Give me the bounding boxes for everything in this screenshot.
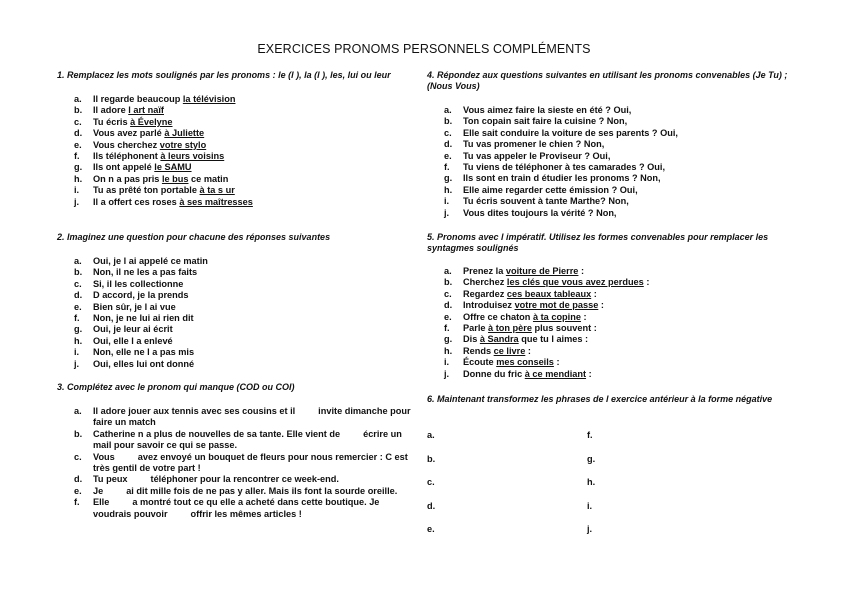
- item-text: [463, 357, 792, 368]
- item-text: Oui, elle l a enlevé: [93, 335, 173, 346]
- list-item: [427, 346, 792, 357]
- item-text-underlined: à Évelyne: [130, 116, 173, 127]
- item-letter: c.: [74, 451, 82, 462]
- item-text-post: :: [580, 311, 587, 322]
- item-letter: c.: [444, 288, 452, 299]
- list-item: [57, 452, 419, 475]
- item-letter: j.: [444, 207, 450, 218]
- item-letter: g.: [444, 173, 453, 184]
- list-item: [427, 323, 792, 334]
- item-letter: h.: [444, 184, 453, 195]
- list-item: [57, 94, 412, 105]
- item-letter: f.: [444, 162, 450, 173]
- item-text-underlined: voiture de Pierre: [505, 266, 579, 276]
- item-text-underlined: à ses maîtresses: [179, 196, 253, 207]
- item-text-underlined: à ta copine: [532, 311, 581, 322]
- exercise-1-title: 1. Remplacez les mots soulignés par les pronoms : le (l ), la (l ), les, lui ou leur: [57, 70, 391, 80]
- item-text: [463, 346, 792, 357]
- item-letter: b.: [74, 428, 83, 439]
- answer-letter: i.: [587, 500, 593, 511]
- item-text: Je ai dit mille fois de ne pas y aller. Mais ils font la sourde oreille.: [93, 485, 398, 496]
- list-item: [57, 128, 412, 139]
- item-letter: a.: [74, 94, 82, 104]
- list-item: [57, 279, 412, 290]
- item-text: Catherine n a plus de nouvelles de sa tante. Elle vient de écrire un mail pour savoir ce qui se passe.: [93, 428, 405, 451]
- list-item: [427, 162, 792, 173]
- item-letter: a.: [444, 266, 452, 276]
- item-text-pre: Parle: [463, 323, 489, 334]
- item-letter: d.: [74, 290, 83, 301]
- item-text: [463, 369, 792, 380]
- item-text-underlined: votre stylo: [159, 139, 207, 150]
- item-text: Oui, je leur ai écrit: [93, 324, 173, 335]
- answer-letter: a.: [427, 430, 435, 440]
- item-letter: d.: [74, 128, 83, 139]
- item-text-post: :: [586, 368, 592, 379]
- item-letter: d.: [74, 474, 83, 485]
- item-letter: i.: [74, 347, 80, 358]
- item-letter: i.: [444, 196, 450, 207]
- item-letter: d.: [444, 139, 453, 150]
- item-text-underlined: votre mot de passe: [514, 300, 599, 311]
- list-item: [427, 139, 792, 150]
- answer-letter: b.: [427, 453, 436, 464]
- list-item: [57, 359, 412, 370]
- list-item: [57, 197, 412, 208]
- item-text-post: :: [553, 357, 560, 368]
- item-letter: e.: [74, 139, 82, 150]
- item-letter: g.: [74, 162, 83, 173]
- item-letter: i.: [444, 357, 450, 368]
- list-item: [57, 406, 419, 429]
- list-item: [57, 347, 412, 358]
- list-item: [57, 290, 412, 301]
- item-letter: i.: [74, 185, 80, 196]
- item-letter: c.: [74, 278, 82, 289]
- item-text-underlined: le SAMU: [154, 162, 192, 173]
- answer-letter: h.: [587, 477, 596, 487]
- item-text-underlined: mes conseils: [496, 357, 554, 368]
- item-text-post: ce matin: [188, 173, 229, 184]
- item-text: [93, 140, 412, 151]
- exercise-3: [57, 382, 419, 520]
- list-item: [57, 302, 412, 313]
- item-text: Non, il ne les a pas faits: [93, 267, 198, 278]
- item-text: Tu peux téléphoner pour la rencontrer ce week-end.: [93, 474, 339, 485]
- item-letter: f.: [444, 323, 450, 334]
- item-letter: b.: [74, 267, 83, 278]
- exercise-2: [57, 232, 412, 370]
- item-letter: e.: [74, 485, 82, 496]
- item-text-underlined: à Juliette: [164, 128, 205, 139]
- list-item: [427, 266, 792, 277]
- item-text: [463, 300, 792, 311]
- item-text-underlined: à leurs voisins: [160, 151, 225, 162]
- item-text-pre: Introduisez: [463, 300, 515, 311]
- item-text-post: plus souvent :: [531, 323, 597, 334]
- item-text-underlined: la télévision: [182, 94, 236, 104]
- item-text-pre: Il adore: [93, 105, 129, 116]
- list-item: [427, 196, 792, 207]
- list-item: [57, 174, 412, 185]
- item-text: Oui, je l ai appelé ce matin: [93, 256, 208, 266]
- item-letter: f.: [74, 151, 80, 162]
- item-letter: a.: [74, 406, 82, 416]
- item-text: Ils sont en train d étudier les pronoms ? Non,: [463, 173, 661, 184]
- item-text-pre: Cherchez: [463, 277, 507, 288]
- item-text: [93, 94, 412, 105]
- exercise-5-title: 5. Pronoms avec l impératif. Utilisez les formes convenables pour remplacer les syntagmes soulignés: [427, 232, 769, 253]
- item-text-pre: Tu as prêté ton portable: [93, 185, 200, 196]
- item-text: [93, 117, 412, 128]
- item-text-post: que tu l aimes :: [518, 334, 589, 345]
- item-text: [93, 128, 412, 139]
- item-text-underlined: les clés que vous avez perdues: [506, 277, 644, 288]
- item-text: Oui, elles lui ont donné: [93, 358, 195, 369]
- item-text-post: :: [598, 300, 604, 311]
- item-text-underlined: ces beaux tableaux: [506, 288, 592, 299]
- item-text: [93, 174, 412, 185]
- item-text-underlined: à ton père: [488, 323, 532, 334]
- answer-letter: j.: [587, 524, 593, 534]
- list-item: [427, 357, 792, 368]
- item-letter: h.: [74, 173, 83, 184]
- item-letter: b.: [444, 116, 453, 127]
- list-item: [57, 151, 412, 162]
- item-text: [463, 277, 792, 288]
- list-item: [57, 474, 419, 485]
- item-text-underlined: le bus: [161, 173, 189, 184]
- item-text: [463, 266, 792, 277]
- item-text-underlined: à ce mendiant: [524, 368, 587, 379]
- item-text: [463, 289, 792, 300]
- list-item: [427, 334, 792, 345]
- item-text: Vous dites toujours la vérité ? Non,: [463, 207, 617, 218]
- item-text-pre: Vous avez parlé: [93, 128, 165, 139]
- item-text-pre: Tu écris: [93, 116, 131, 127]
- item-text: D accord, je la prends: [93, 290, 189, 301]
- item-text: [93, 162, 412, 173]
- item-letter: f.: [74, 313, 80, 324]
- exercise-5-list: [427, 266, 792, 380]
- item-text: Bien sûr, je l ai vue: [93, 301, 176, 312]
- item-letter: c.: [74, 116, 82, 127]
- list-item: [57, 313, 412, 324]
- item-letter: a.: [74, 256, 82, 266]
- item-text: Vous avez envoyé un bouquet de fleurs pour nous remercier : C est très gentil de votre part !: [93, 451, 411, 474]
- item-text: Elle a montré tout ce qu elle a acheté dans cette boutique. Je voudrais pouvoir offrir les mêmes articles !: [93, 497, 382, 519]
- item-text: [463, 312, 792, 323]
- list-item: [427, 312, 792, 323]
- list-item: [57, 185, 412, 196]
- item-letter: e.: [444, 311, 452, 322]
- item-letter: j.: [444, 368, 450, 379]
- item-text-underlined: à ta s ur: [199, 185, 235, 196]
- exercise-6-answer-grid: [427, 430, 792, 540]
- item-letter: e.: [444, 150, 452, 161]
- item-text: [93, 151, 412, 162]
- list-item: [427, 105, 792, 116]
- list-item: [57, 256, 412, 267]
- item-letter: g.: [444, 334, 453, 345]
- list-item: [57, 140, 412, 151]
- list-item: [427, 185, 792, 196]
- item-text: Tu vas appeler le Proviseur ? Oui,: [463, 150, 611, 161]
- item-text-underlined: l art naïf: [128, 105, 164, 116]
- answer-letter: e.: [427, 524, 435, 534]
- item-text-pre: Écoute: [463, 357, 497, 368]
- list-item: [57, 429, 419, 452]
- exercise-6-title: 6. Maintenant transformez les phrases de l exercice antérieur à la forme négative: [427, 394, 773, 404]
- exercise-6: [427, 394, 792, 534]
- item-text-pre: On n a pas pris: [93, 173, 162, 184]
- item-letter: h.: [74, 335, 83, 346]
- list-item: [57, 117, 412, 128]
- list-item: [57, 105, 412, 116]
- item-text: Si, il les collectionne: [93, 278, 184, 289]
- item-text: Elle aime regarder cette émission ? Oui,: [463, 184, 638, 195]
- item-letter: h.: [444, 345, 453, 356]
- item-text: Ton copain sait faire la cuisine ? Non,: [463, 116, 628, 127]
- item-text-pre: Ils téléphonent: [93, 151, 161, 162]
- list-item: [427, 300, 792, 311]
- exercise-5: [427, 232, 792, 380]
- item-text: Non, elle ne l a pas mis: [93, 347, 195, 358]
- answer-letter: f.: [587, 430, 593, 440]
- exercise-4-list: [427, 105, 792, 219]
- answer-letter: g.: [587, 453, 596, 464]
- item-letter: j.: [74, 358, 80, 369]
- exercise-1-list: [57, 94, 412, 208]
- list-item: [427, 289, 792, 300]
- list-item: [427, 128, 792, 139]
- item-letter: f.: [74, 497, 80, 508]
- exercise-4-title: 4. Répondez aux questions suivantes en utilisant les pronoms convenables (Je Tu) ; (Nous Vous): [427, 70, 788, 91]
- exercise-2-list: [57, 256, 412, 370]
- item-text-underlined: ce livre: [493, 345, 526, 356]
- list-item: [57, 497, 419, 520]
- item-text: Tu écris souvent à tante Marthe? Non,: [463, 196, 629, 207]
- item-letter: b.: [74, 105, 83, 116]
- item-text: [463, 334, 792, 345]
- item-text: [93, 185, 412, 196]
- item-text-post: :: [591, 288, 597, 299]
- item-text: Il adore jouer aux tennis avec ses cousins et il invite dimanche pour faire un match: [93, 406, 414, 428]
- item-text-pre: Prenez la: [463, 266, 506, 276]
- item-text: Tu vas promener le chien ? Non,: [463, 139, 605, 150]
- list-item: [427, 173, 792, 184]
- item-text-post: :: [643, 277, 650, 288]
- item-letter: j.: [74, 196, 80, 207]
- list-item: [427, 116, 792, 127]
- item-text-pre: Vous cherchez: [93, 139, 160, 150]
- answer-letter: c.: [427, 477, 435, 487]
- answer-letter: d.: [427, 500, 436, 511]
- list-item: [427, 277, 792, 288]
- item-text-pre: Il regarde beaucoup: [93, 94, 183, 104]
- item-letter: d.: [444, 300, 453, 311]
- item-text-pre: Ils ont appelé: [93, 162, 155, 173]
- item-text-post: :: [578, 266, 585, 276]
- item-text: Vous aimez faire la sieste en été ? Oui,: [463, 105, 632, 115]
- item-letter: a.: [444, 105, 452, 115]
- item-text-post: :: [525, 345, 531, 356]
- list-item: [57, 336, 412, 347]
- list-item: [57, 324, 412, 335]
- list-item: [427, 208, 792, 219]
- list-item: [427, 151, 792, 162]
- item-letter: b.: [444, 277, 453, 288]
- exercise-1: [57, 70, 412, 208]
- list-item: [57, 267, 412, 278]
- item-text-pre: Rends: [463, 345, 494, 356]
- item-text-pre: Il a offert ces roses: [93, 196, 180, 207]
- list-item: [57, 486, 419, 497]
- item-text-pre: Dis: [463, 334, 480, 345]
- item-text: Non, je ne lui ai rien dit: [93, 313, 194, 324]
- exercise-4: [427, 70, 792, 219]
- list-item: [57, 162, 412, 173]
- page-title: EXERCICES PRONOMS PERSONNELS COMPLÉMENTS: [257, 42, 591, 56]
- item-text-underlined: à Sandra: [479, 334, 519, 345]
- item-text: [93, 197, 412, 208]
- item-text-pre: Offre ce chaton: [463, 311, 533, 322]
- item-text: [463, 323, 792, 334]
- item-letter: c.: [444, 127, 452, 138]
- item-text: Elle sait conduire la voiture de ses parents ? Oui,: [463, 127, 678, 138]
- item-text-pre: Regardez: [463, 288, 507, 299]
- exercise-3-title: 3. Complétez avec le pronom qui manque (COD ou COI): [57, 382, 295, 392]
- item-text: Tu viens de téléphoner à tes camarades ? Oui,: [463, 162, 666, 173]
- item-text-pre: Donne du fric: [463, 368, 525, 379]
- exercise-3-list: [57, 406, 419, 520]
- exercise-2-title: 2. Imaginez une question pour chacune des réponses suivantes: [57, 232, 331, 242]
- item-letter: g.: [74, 324, 83, 335]
- item-text: [93, 105, 412, 116]
- item-letter: e.: [74, 301, 82, 312]
- list-item: [427, 369, 792, 380]
